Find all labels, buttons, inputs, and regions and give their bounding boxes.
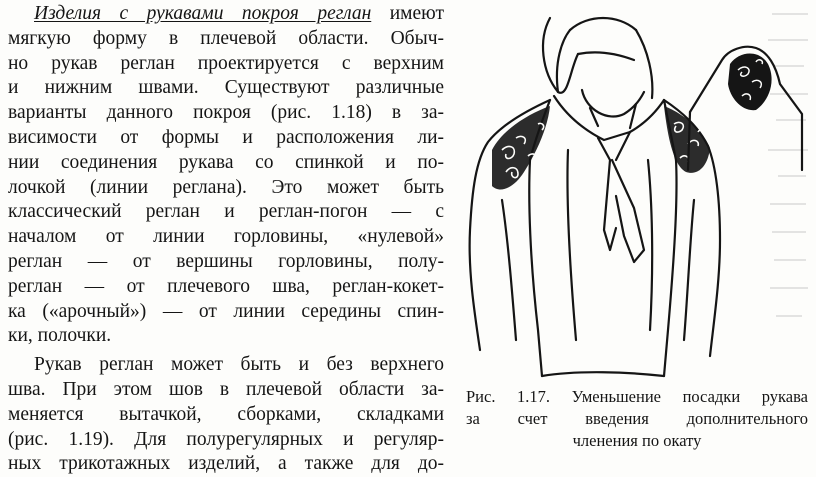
caption-line: членения по окату xyxy=(572,431,702,450)
text-line: и нижним швами. Существуют различные xyxy=(8,77,444,99)
collar xyxy=(554,96,664,140)
text-line: началом от линии горловины, «нулевой» xyxy=(8,226,444,248)
paragraph-1 xyxy=(8,2,444,349)
detail-lace-inset xyxy=(728,54,772,111)
caption-line: Рис. 1.17. Уменьшение посадки рукава xyxy=(466,387,808,406)
left-lace-inset xyxy=(492,106,550,190)
text-line: висимости от формы и расположения ли- xyxy=(8,126,444,148)
text-line: шва. При этом шов в плечевой области за- xyxy=(8,378,444,400)
text-line: классический реглан и реглан-погон — с xyxy=(8,201,444,223)
text-line: реглан — от плечевого шва, реглан-кокет- xyxy=(8,275,444,297)
text-line: (рис. 1.19). Для полурегулярных и регуляр- xyxy=(8,428,444,450)
body-text-column xyxy=(8,2,444,477)
italic-term: Изделия с рукавами покроя реглан xyxy=(34,3,372,24)
text-line: меняется вытачкой, сборками, складками xyxy=(8,403,444,425)
text-line: реглан — от вершины горловины, полу- xyxy=(8,250,444,272)
paragraph-2 xyxy=(8,353,444,477)
hair-outline xyxy=(543,18,570,92)
text-line: лочкой (линии реглана). Это может быть xyxy=(8,176,444,198)
paragraph-1-first-line xyxy=(8,2,444,27)
text-line: ных трикотажных изделий, а также для до- xyxy=(8,453,444,475)
text-line: Рукав реглан может быть и без верхнего xyxy=(34,354,444,376)
caption-line: за счет введения дополнительного xyxy=(466,409,808,428)
text-line: ка («арочный») — от линии середины спин- xyxy=(8,300,444,322)
text-line: ки, полочки. xyxy=(8,325,112,347)
text-line: нии соединения рукава со спинкой и по- xyxy=(8,151,444,173)
first-line-rest: имеют xyxy=(371,3,444,24)
text-line: варианты данного покроя (рис. 1.18) в за- xyxy=(8,102,444,124)
text-line: но рукав реглан проектируется с верхним xyxy=(8,52,444,74)
text-line: мягкую форму в плечевой области. Обыч- xyxy=(8,27,444,49)
figure-caption xyxy=(466,386,808,452)
right-lace-inset xyxy=(664,106,710,173)
raglan-garment-illustration xyxy=(458,0,816,380)
